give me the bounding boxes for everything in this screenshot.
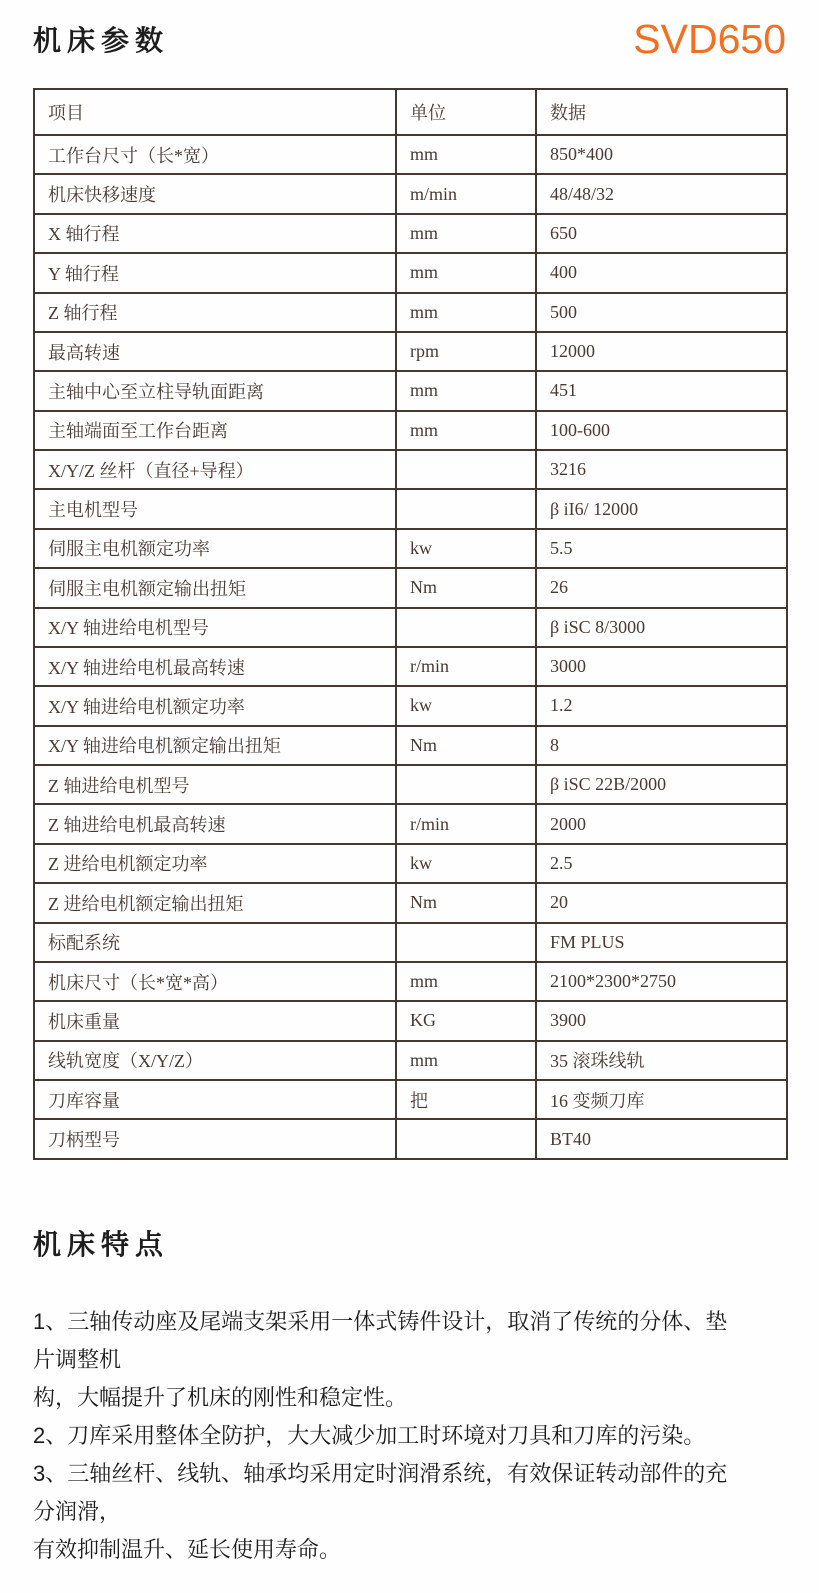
feature-line: 分润滑， [33, 1499, 122, 1524]
cell-data: 850*400 [536, 135, 787, 174]
cell-unit: kw [396, 844, 536, 883]
table-row [34, 1119, 787, 1159]
cell-item: X/Y 轴进给电机额定功率 [34, 686, 396, 725]
cell-item: X/Y 轴进给电机额定输出扭矩 [34, 726, 396, 765]
cell-item: Z 轴行程 [34, 293, 396, 332]
table-row [34, 293, 787, 332]
cell-unit: r/min [396, 647, 536, 686]
table-row [34, 923, 787, 962]
cell-unit: 把 [396, 1080, 536, 1119]
cell-data: 451 [536, 371, 787, 410]
cell-item: 机床快移速度 [34, 174, 396, 213]
table-row [34, 962, 787, 1001]
table-row [34, 726, 787, 765]
cell-data: 2.5 [536, 844, 787, 883]
cell-unit [396, 608, 536, 647]
feature-line: 片调整机 [33, 1347, 122, 1372]
cell-item: Z 进给电机额定功率 [34, 844, 396, 883]
cell-unit [396, 1119, 536, 1159]
table-row [34, 489, 787, 528]
cell-data: 8 [536, 726, 787, 765]
table-row [34, 214, 787, 253]
table-row [34, 568, 787, 607]
features-title: 机床特点 [33, 1229, 170, 1260]
table-row [34, 765, 787, 804]
cell-item: Z 轴进给电机最高转速 [34, 804, 396, 843]
cell-data: 26 [536, 568, 787, 607]
cell-data: β iSC 22B/2000 [536, 765, 787, 804]
cell-item: X/Y 轴进给电机型号 [34, 608, 396, 647]
cell-unit: mm [396, 293, 536, 332]
cell-unit [396, 923, 536, 962]
table-row [34, 1001, 787, 1040]
cell-unit: mm [396, 214, 536, 253]
cell-data: 2100*2300*2750 [536, 962, 787, 1001]
cell-data: 3000 [536, 647, 787, 686]
cell-item: 伺服主电机额定输出扭矩 [34, 568, 396, 607]
table-row [34, 1041, 787, 1080]
feature-line: 2、刀库采用整体全防护，大大减少加工时环境对刀具和刀库的污染。 [33, 1423, 706, 1448]
cell-data: 5.5 [536, 529, 787, 568]
column-header-data: 数据 [536, 89, 787, 135]
cell-data: 12000 [536, 332, 787, 371]
column-header-unit: 单位 [396, 89, 536, 135]
cell-item: X/Y 轴进给电机最高转速 [34, 647, 396, 686]
cell-item: 主轴端面至工作台距离 [34, 411, 396, 450]
cell-item: 工作台尺寸（长*宽） [34, 135, 396, 174]
table-row [34, 253, 787, 292]
table-row [34, 883, 787, 922]
cell-data: 3216 [536, 450, 787, 489]
cell-data: 2000 [536, 804, 787, 843]
cell-unit: mm [396, 253, 536, 292]
table-row [34, 332, 787, 371]
table-row [34, 135, 787, 174]
spec-table-header [34, 89, 787, 135]
cell-unit: KG [396, 1001, 536, 1040]
cell-data: FM PLUS [536, 923, 787, 962]
cell-item: 主电机型号 [34, 489, 396, 528]
table-row [34, 608, 787, 647]
table-row [34, 529, 787, 568]
cell-item: 最高转速 [34, 332, 396, 371]
table-row [34, 174, 787, 213]
cell-unit: mm [396, 1041, 536, 1080]
cell-data: 400 [536, 253, 787, 292]
cell-item: 刀柄型号 [34, 1119, 396, 1159]
cell-item: Z 进给电机额定输出扭矩 [34, 883, 396, 922]
cell-item: X/Y/Z 丝杆（直径+导程） [34, 450, 396, 489]
cell-data: β iI6/ 12000 [536, 489, 787, 528]
column-header-item: 项目 [34, 89, 396, 135]
spec-table-body [34, 135, 787, 1159]
cell-unit [396, 489, 536, 528]
cell-unit: Nm [396, 726, 536, 765]
feature-line: 3、三轴丝杆、线轨、轴承均采用定时润滑系统，有效保证转动部件的充 [33, 1461, 728, 1486]
cell-unit: mm [396, 135, 536, 174]
cell-data: BT40 [536, 1119, 787, 1159]
table-row [34, 686, 787, 725]
feature-line: 有效抑制温升、延长使用寿命。 [33, 1537, 342, 1562]
cell-data: 100-600 [536, 411, 787, 450]
features-text [33, 1303, 795, 1569]
cell-unit: kw [396, 529, 536, 568]
cell-unit: r/min [396, 804, 536, 843]
cell-unit: mm [396, 371, 536, 410]
cell-data: 650 [536, 214, 787, 253]
cell-unit: mm [396, 411, 536, 450]
feature-line: 1、三轴传动座及尾端支架采用一体式铸件设计，取消了传统的分体、垫 [33, 1309, 728, 1334]
cell-data: 1.2 [536, 686, 787, 725]
cell-unit: mm [396, 962, 536, 1001]
cell-data: β iSC 8/3000 [536, 608, 787, 647]
cell-unit: m/min [396, 174, 536, 213]
table-row [34, 844, 787, 883]
model-number: SVD650 [633, 16, 786, 62]
cell-item: 刀库容量 [34, 1080, 396, 1119]
cell-unit: Nm [396, 568, 536, 607]
feature-line: 构，大幅提升了机床的刚性和稳定性。 [33, 1385, 408, 1410]
table-row [34, 411, 787, 450]
cell-data: 500 [536, 293, 787, 332]
cell-item: 线轨宽度（X/Y/Z） [34, 1041, 396, 1080]
cell-item: X 轴行程 [34, 214, 396, 253]
cell-item: Y 轴行程 [34, 253, 396, 292]
table-row [34, 647, 787, 686]
table-row [34, 450, 787, 489]
cell-item: 机床重量 [34, 1001, 396, 1040]
cell-unit [396, 450, 536, 489]
page-title: 机床参数 [33, 25, 170, 56]
table-row [34, 1080, 787, 1119]
cell-unit: Nm [396, 883, 536, 922]
cell-data: 20 [536, 883, 787, 922]
cell-item: Z 轴进给电机型号 [34, 765, 396, 804]
spec-table [33, 88, 788, 1160]
cell-item: 主轴中心至立柱导轨面距离 [34, 371, 396, 410]
cell-data: 3900 [536, 1001, 787, 1040]
cell-data: 35 滚珠线轨 [536, 1041, 787, 1080]
header-row [34, 89, 787, 135]
cell-unit: rpm [396, 332, 536, 371]
table-row [34, 804, 787, 843]
cell-item: 伺服主电机额定功率 [34, 529, 396, 568]
cell-data: 16 变频刀库 [536, 1080, 787, 1119]
table-row [34, 371, 787, 410]
cell-unit: kw [396, 686, 536, 725]
cell-item: 标配系统 [34, 923, 396, 962]
cell-unit [396, 765, 536, 804]
cell-item: 机床尺寸（长*宽*高） [34, 962, 396, 1001]
cell-data: 48/48/32 [536, 174, 787, 213]
